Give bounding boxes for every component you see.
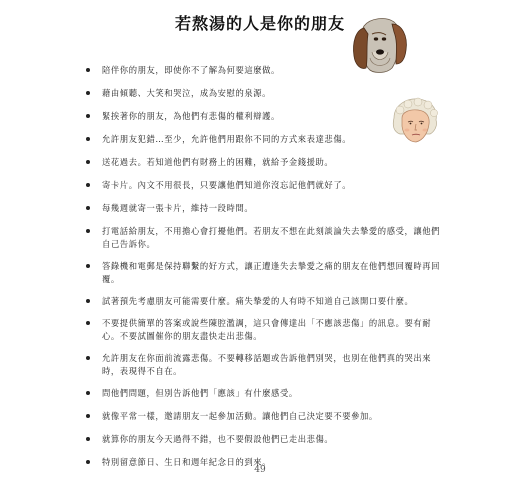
bullet-icon — [86, 229, 90, 233]
bullet-icon — [86, 183, 90, 187]
list-item-text: 就算你的朋友今天過得不錯，也不要假設他們已走出悲傷。 — [102, 434, 334, 444]
list-item-text: 允許朋友在你面前流露悲傷。不要轉移話題或告訴他們別哭，也別在他們真的哭出來時，表現得不自在。 — [102, 353, 432, 376]
bullet-icon — [86, 91, 90, 95]
list-item-text: 陪伴你的朋友，即使你不了解為何要這麼做。 — [102, 65, 280, 75]
list-item-text: 寄卡片。內文不用很長，只要讓他們知道你沒忘記他們就好了。 — [102, 180, 352, 190]
list-item-text: 允許朋友犯錯…至少，允許他們用跟你不同的方式來表達悲傷。 — [102, 134, 352, 144]
bullet-icon — [86, 414, 90, 418]
list-item-text: 送花過去。若知道他們有財務上的困難，就給予金錢援助。 — [102, 157, 334, 167]
bullet-icon — [86, 114, 90, 118]
list-item-text: 特別留意節日、生日和週年紀念日的到來。 — [102, 457, 272, 467]
bullet-icon — [86, 356, 90, 360]
list-item-text: 藉由傾聽、大笑和哭泣，成為安慰的泉源。 — [102, 88, 272, 98]
list-item-text: 答錄機和電郵是保持聯繫的好方式，讓正遭逢失去摯愛之痛的朋友在他們想回覆時再回覆。 — [102, 261, 441, 284]
list-item-text: 不要提供簡單的答案或說些陳腔濫調，這只會傳達出「不應該悲傷」的訊息。要有耐心。不要試圖催你的朋友盡快走出悲傷。 — [102, 318, 432, 341]
list-item-text: 緊挨著你的朋友，為他們有悲傷的權利辯護。 — [102, 111, 280, 121]
page-title: 若熬湯的人是你的朋友 — [174, 14, 345, 33]
bullet-icon — [86, 321, 90, 325]
bullet-icon — [86, 391, 90, 395]
list-item-text: 問他們問題，但別告訴他們「應該」有什麼感受。 — [102, 388, 298, 398]
page-number: 49 — [254, 465, 266, 475]
bullet-icon — [86, 460, 90, 464]
bullet-icon — [86, 264, 90, 268]
bullet-icon — [86, 206, 90, 210]
bullet-icon — [86, 68, 90, 72]
list-item-text: 打電話給朋友，不用擔心會打擾他們。若朋友不想在此刻談論失去摯愛的感受，讓他們自己告訴你。 — [102, 226, 441, 249]
list-item-text: 試著預先考慮朋友可能需要什麼。痛失摯愛的人有時不知道自己該開口要什麼。 — [102, 296, 414, 306]
bullet-icon — [86, 299, 90, 303]
list-item-text: 就像平常一樣，邀請朋友一起參加活動。讓他們自己決定要不要參加。 — [102, 411, 378, 421]
bullet-icon — [86, 437, 90, 441]
bullet-icon — [86, 137, 90, 141]
list-item-text: 每幾週就寄一張卡片，維持一段時間。 — [102, 203, 254, 213]
bullet-icon — [86, 160, 90, 164]
